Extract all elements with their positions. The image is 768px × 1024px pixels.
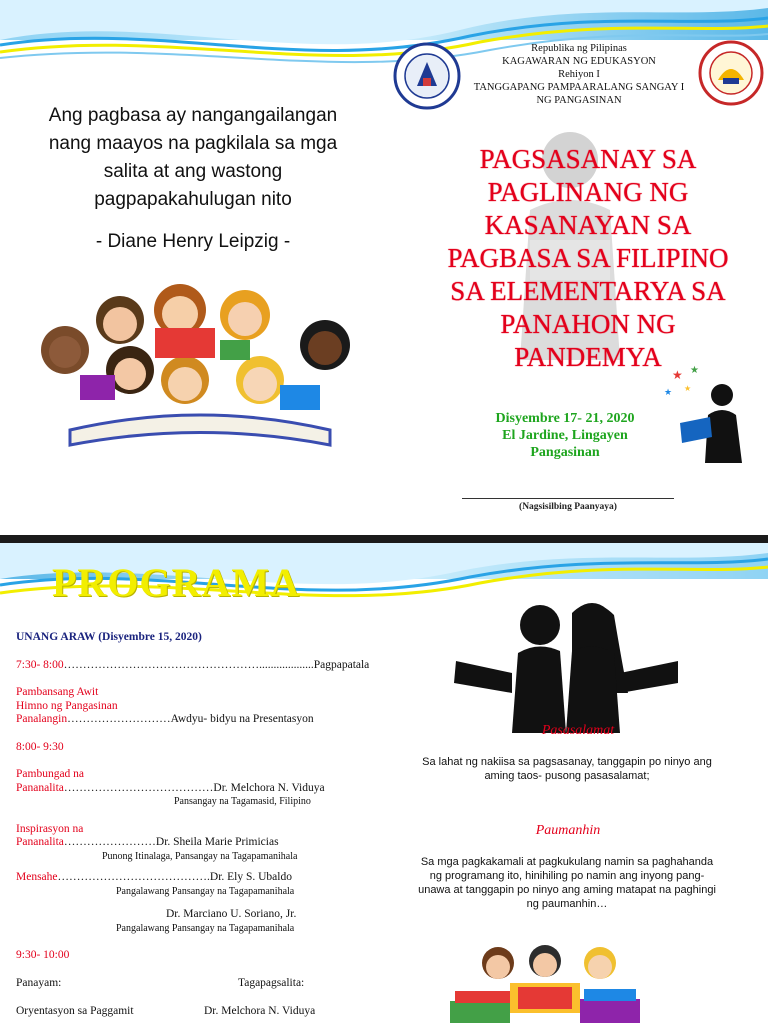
message-row bbox=[16, 871, 406, 885]
speaker-name: Dr. Melchora N. Viduya bbox=[213, 781, 325, 794]
leader-dots: …………………… bbox=[63, 836, 156, 848]
title-line-2: PAGLINANG NG bbox=[487, 177, 689, 207]
svg-text:★: ★ bbox=[684, 384, 692, 393]
sdo-seal-icon bbox=[698, 40, 764, 106]
svg-text:★: ★ bbox=[672, 368, 683, 382]
event-venue-2: Pangasinan bbox=[530, 445, 600, 460]
program-panel bbox=[0, 543, 768, 1024]
panel-divider bbox=[0, 535, 768, 543]
activity-label: Panalangin bbox=[16, 713, 68, 725]
opening-row bbox=[16, 782, 406, 796]
day-heading: UNANG ARAW (Disyembre 15, 2020) bbox=[16, 631, 202, 643]
speaker-role: Pangalawang Pansangay na Tagapamanihala bbox=[116, 885, 295, 897]
activity-label: Inspirasyon na bbox=[16, 822, 84, 835]
deped-seal-icon bbox=[393, 42, 461, 110]
header-line3: Rehiyon I bbox=[558, 69, 600, 80]
header-line2: KAGAWARAN NG EDUKASYON bbox=[502, 56, 656, 67]
header-line1: Republika ng Pilipinas bbox=[531, 43, 627, 54]
talk-header-row bbox=[16, 977, 406, 991]
activity-label: Pananalita bbox=[16, 781, 64, 794]
speaker-name: Dr. Sheila Marie Primicias bbox=[155, 836, 279, 848]
activity-label: Pananalita bbox=[16, 836, 64, 848]
signature-line bbox=[462, 498, 674, 499]
program-heading: PROGRAMA bbox=[52, 560, 300, 605]
talk-title: Oryentasyon sa Paggamit bbox=[16, 1004, 134, 1017]
panayam-label: Panayam: bbox=[16, 976, 62, 989]
event-details bbox=[470, 410, 660, 461]
speaker-role: Punong Itinalaga, Pansangay na Tagapamanihala bbox=[102, 850, 298, 862]
back-to-back-readers-illustration bbox=[452, 593, 680, 733]
quote-text: Ang pagbasa ay nangangailangan nang maayos na pagkilala sa mga salita at ang wastong pagpapakahulugan nito bbox=[48, 105, 338, 210]
apology-heading: Paumanhin bbox=[535, 823, 601, 838]
leader-dots: ……………………………………………................... bbox=[63, 658, 314, 671]
leader-dots: ……………………… bbox=[67, 713, 171, 725]
title-line-1: PAGSASANAY SA bbox=[479, 144, 697, 174]
activity-label: Himno ng Pangasinan bbox=[16, 699, 118, 712]
speaker-name: Dr. Marciano U. Soriano, Jr. bbox=[166, 908, 297, 920]
activity-label: Pambansang Awit bbox=[16, 686, 99, 698]
activity: Awdyu- bidyu na Presentasyon bbox=[170, 713, 314, 725]
svg-text:★: ★ bbox=[690, 365, 699, 376]
thanks-heading: Pasasalamat bbox=[541, 723, 615, 738]
event-date: Disyembre 17- 21, 2020 bbox=[495, 411, 635, 426]
quote-author: - Diane Henry Leipzig - bbox=[95, 231, 291, 252]
invite-label: (Nagsisilbing Paanyaya) bbox=[519, 502, 617, 512]
time-slot: 9:30- 10:00 bbox=[16, 949, 70, 961]
leader-dots: ………………………………… bbox=[63, 781, 214, 794]
children-reading-illustration bbox=[30, 280, 375, 450]
activity-label: Pambungad na bbox=[16, 768, 85, 780]
reader-silhouette-icon bbox=[660, 365, 760, 465]
activity: Pagpapatala bbox=[313, 658, 370, 671]
title-line-4: PAGBASA SA FILIPINO bbox=[447, 243, 729, 273]
title-line-6: PANAHON NG bbox=[500, 309, 676, 339]
kids-with-books-illustration bbox=[450, 943, 640, 1024]
speaker-label: Tagapagsalita: bbox=[238, 976, 305, 989]
program-schedule bbox=[16, 631, 406, 1019]
speaker-name: Dr. Melchora N. Viduya bbox=[204, 1004, 316, 1017]
speaker-role: Pansangay na Tagamasid, Filipino bbox=[174, 796, 311, 807]
thanks-body: Sa lahat ng nakiisa sa pagsasanay, tanggapin po ninyo ang aming taos- pusong pasasalamat; bbox=[422, 756, 712, 782]
prayer-row bbox=[16, 713, 406, 727]
header-line4: TANGGAPANG PAMPAARALANG SANGAY I bbox=[473, 82, 685, 93]
time-slot: 7:30- 8:00 bbox=[16, 658, 64, 671]
title-line-5: SA ELEMENTARYA SA bbox=[450, 276, 726, 306]
svg-text:★: ★ bbox=[664, 387, 673, 397]
registration-row bbox=[16, 659, 406, 673]
apology-body: Sa mga pagkakamali at pagkukulang namin sa paghahanda ng programang ito, hinihiling po namin ang inyong pang-unawa at tanggapin po ninyo ang aming matapat na paghingi ng paumanhin… bbox=[418, 856, 716, 910]
department-header bbox=[466, 42, 692, 107]
title-line-7: PANDEMYA bbox=[514, 342, 662, 372]
orientation-row bbox=[16, 1005, 406, 1019]
title-line-3: KASANAYAN SA bbox=[484, 210, 692, 240]
speaker-name: Dr. Ely S. Ubaldo bbox=[209, 871, 292, 883]
event-title bbox=[418, 143, 758, 374]
time-slot: 8:00- 9:30 bbox=[16, 740, 64, 753]
inspiration-row bbox=[16, 836, 406, 850]
event-venue-1: El Jardine, Lingayen bbox=[502, 428, 628, 443]
leader-dots: …………………………………. bbox=[57, 871, 210, 883]
speaker-role: Pangalawang Pansangay na Tagapamanihala bbox=[116, 922, 295, 934]
header-line5: NG PANGASINAN bbox=[536, 95, 622, 106]
activity-label: Mensahe bbox=[16, 871, 58, 883]
